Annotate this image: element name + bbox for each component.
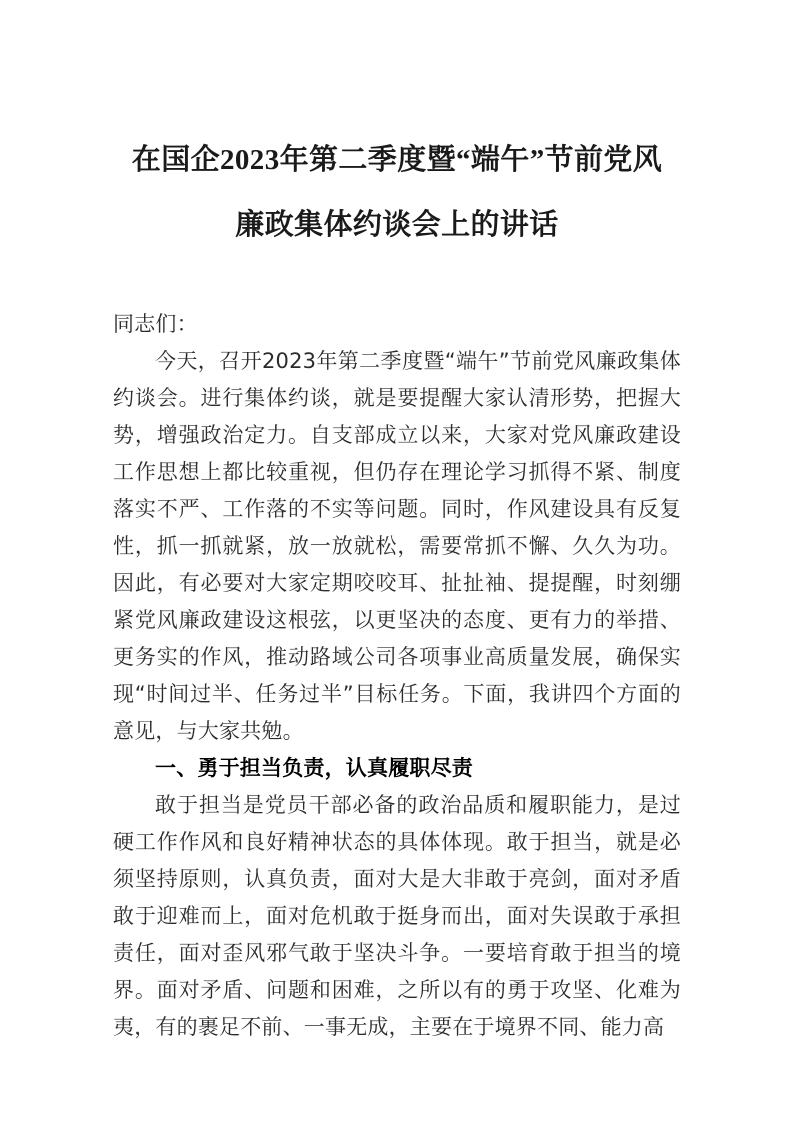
salutation: 同志们：: [113, 312, 198, 336]
page-content: [113, 0, 681, 1046]
document-title-line-2: 廉政集体约谈会上的讲话: [235, 209, 559, 241]
document-title: [113, 0, 681, 258]
document-title-line-1: 在国企2023年第二季度暨“端午”节前党风: [131, 144, 663, 176]
section-heading-1: 一、勇于担当负责，认真履职尽责: [155, 756, 473, 780]
body-paragraph-1: 今天，召开2023年第二季度暨“端午”节前党风廉政集体约谈会。进行集体约谈，就是要提醒大家认清形势，把握大势，增强政治定力。自支部成立以来，大家对党风廉政建设工作思想上都比较重视，但仍存在理论学习抓得不紧、制度落实不严、工作落的不实等问题。同时，作风建设具有反复性，抓一抓就紧，放一放就松，需要常抓不懈、久久为功。因此，有必要对大家定期咬咬耳、扯扯袖、提提醒，时刻绷紧党风廉政建设这根弦，以更坚决的态度、更有力的举措、更务实的作风，推动路域公司各项事业高质量发展，确保实现“时间过半、任务过半”目标任务。下面，我讲四个方面的意见，与大家共勉。: [113, 349, 681, 743]
body-paragraph-2: 敢于担当是党员干部必备的政治品质和履职能力，是过硬工作作风和良好精神状态的具体体现。敢于担当，就是必须坚持原则，认真负责，面对大是大非敢于亮剑，面对矛盾敢于迎难而上，面对危机敢于挺身而出，面对失误敢于承担责任，面对歪风邪气敢于坚决斗争。一要培育敢于担当的境界。面对矛盾、问题和困难，之所以有的勇于攻坚、化难为夷，有的裹足不前、一事无成，主要在于境界不同、能力高: [113, 793, 681, 1039]
